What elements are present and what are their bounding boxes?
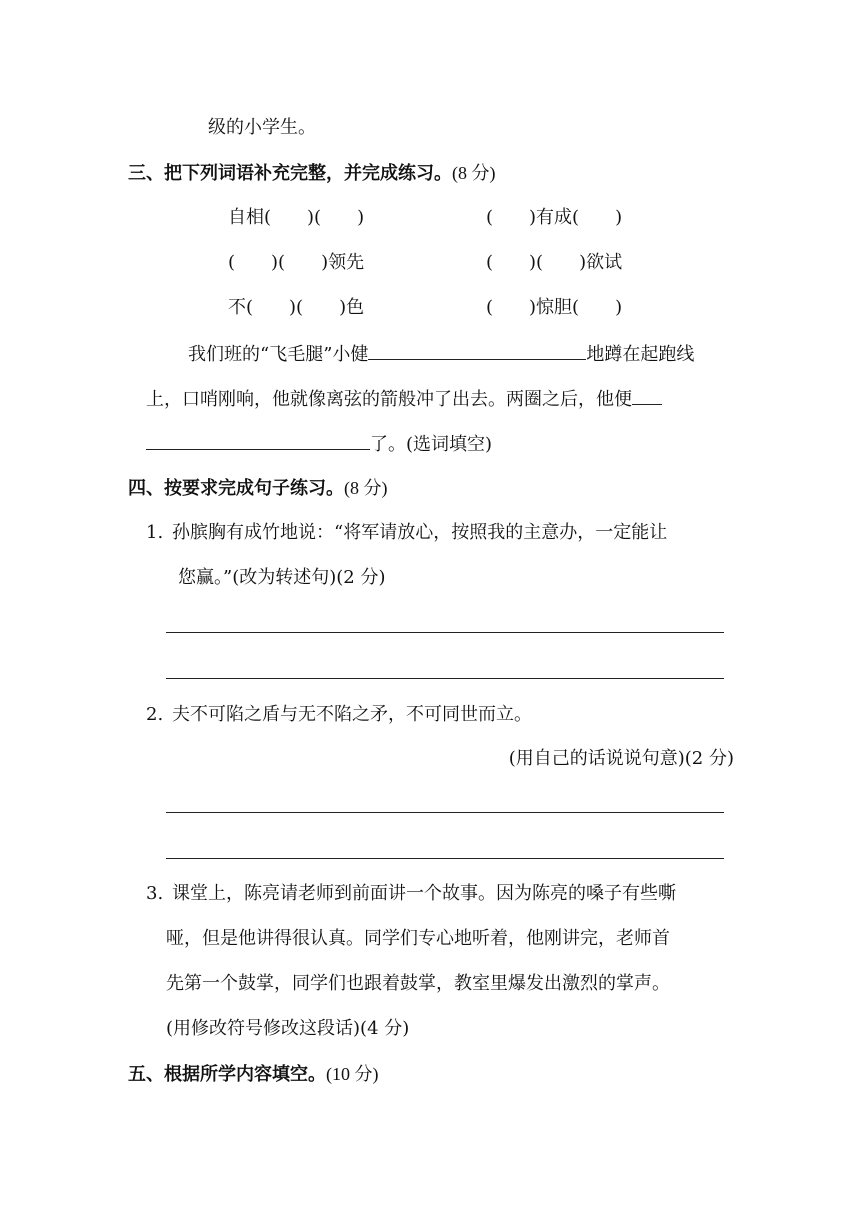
section-4-heading	[128, 476, 388, 501]
fill-blank-1[interactable]	[368, 341, 586, 360]
q1-answer-line-1[interactable]	[166, 632, 724, 633]
q3-line-2: 哑，但是他讲得很认真。同学们专心地听着，他刚讲完，老师首	[166, 928, 670, 949]
q2-line-1: 夫不可陷之盾与无不陷之矛，不可同世而立。	[172, 704, 532, 725]
q1-line-1: 孙膑胸有成竹地说：“将军请放心，按照我的主意办，一定能让	[172, 522, 668, 543]
paragraph-line-1-start: 我们班的“飞毛腿”小健	[188, 344, 369, 365]
continuation-line: 级的小学生。	[208, 117, 316, 138]
section-3-title: 三、把下列词语补充完整，并完成练习。	[128, 163, 452, 184]
section-3-heading	[128, 161, 496, 186]
paragraph-line-2-text: 上，口哨刚响，他就像离弦的箭般冲了出去。两圈之后，他便	[146, 389, 632, 410]
q1-answer-line-2[interactable]	[166, 678, 724, 679]
paragraph-line-1	[188, 341, 694, 367]
q2-answer-line-2[interactable]	[166, 858, 724, 859]
q3-line-1: 课堂上，陈亮请老师到前面讲一个故事。因为陈亮的嗓子有些嘶	[172, 883, 676, 904]
paragraph-line-3	[146, 431, 492, 457]
section-4-score: (8 分)	[344, 478, 388, 498]
section-5-score: (10 分)	[326, 1064, 379, 1084]
paragraph-line-1-end: 地蹲在起跑线	[586, 344, 695, 365]
word-1-1: 自相( )( )	[228, 207, 365, 228]
section-4-title: 四、按要求完成句子练习。	[128, 478, 344, 499]
paragraph-line-2	[146, 386, 662, 412]
q3-line-3: 先第一个鼓掌，同学们也跟着鼓掌，教室里爆发出激烈的掌声。	[166, 973, 670, 994]
section-5-title: 五、根据所学内容填空。	[128, 1064, 326, 1085]
word-2-2: ( )( )欲试	[486, 252, 623, 273]
q3-line-4: (用修改符号修改这段话)(4 分)	[166, 1018, 410, 1039]
q2-number: 2.	[146, 704, 164, 725]
fill-blank-2-end[interactable]	[146, 431, 370, 450]
paragraph-line-3-end: 了。(选词填空)	[370, 434, 493, 455]
q1-number: 1.	[146, 522, 164, 543]
word-1-2: ( )有成( )	[486, 207, 623, 228]
q3-number: 3.	[146, 883, 164, 904]
word-3-1: 不( )( )色	[228, 297, 365, 318]
q1-line-2: 您赢。”(改为转述句)(2 分)	[178, 567, 386, 588]
q2-instruction: (用自己的话说说句意)(2 分)	[508, 748, 734, 769]
word-3-2: ( )惊胆( )	[486, 297, 623, 318]
section-5-heading	[128, 1062, 379, 1087]
word-2-1: ( )( )领先	[228, 252, 365, 273]
q2-answer-line-1[interactable]	[166, 812, 724, 813]
fill-blank-2-start[interactable]	[632, 386, 662, 405]
section-3-score: (8 分)	[452, 163, 496, 183]
